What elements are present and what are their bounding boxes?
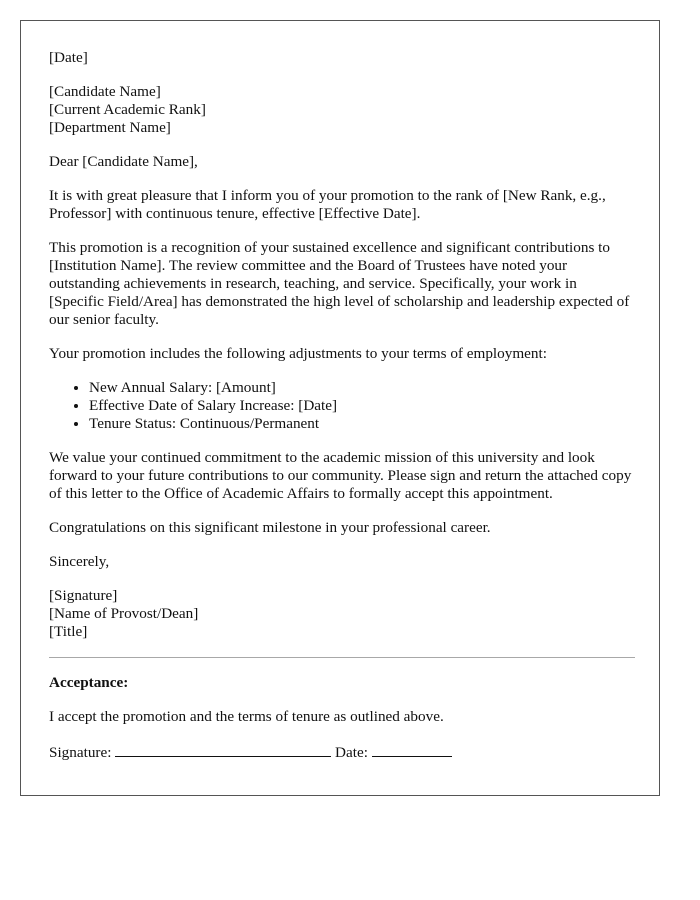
signature-blank: [115, 742, 331, 757]
list-item: • New Annual Salary: [Amount]: [89, 379, 635, 397]
list-item: • Tenure Status: Continuous/Permanent: [89, 415, 635, 433]
acceptance-divider: [49, 657, 635, 658]
recipient-department: [Department Name]: [49, 119, 171, 136]
signer-block: [49, 587, 635, 641]
letter-date: [Date]: [49, 49, 88, 66]
paragraph-congratulations: Congratulations on this significant milestone in your professional career.: [49, 519, 491, 536]
acceptance-heading: Acceptance:: [49, 674, 129, 691]
date-label: Date:: [335, 744, 368, 761]
signature-label: Signature:: [49, 744, 112, 761]
paragraph-adjustments-intro: Your promotion includes the following adjustments to your terms of employment:: [49, 345, 547, 362]
letter-content: [49, 49, 635, 778]
signer-signature: [Signature]: [49, 587, 118, 604]
list-item: • Effective Date of Salary Increase: [Date]: [89, 397, 635, 415]
date-blank: [372, 742, 452, 757]
closing: Sincerely,: [49, 553, 110, 570]
paragraph-promotion: It is with great pleasure that I inform you of your promotion to the rank of [New Rank, e.g., Professor] with continuous tenure, effective [Effective Date].: [49, 187, 606, 222]
paragraph-recognition: This promotion is a recognition of your sustained excellence and significant contributions to [Institution Name]. The review committee and the Board of Trustees have noted your outstanding achievements in research, teaching, and service. Specifically, your work in [Specific Field/Area] has demonstrated the high level of scholarship and leadership expected of our senior faculty.: [49, 239, 630, 328]
acceptance-statement: I accept the promotion and the terms of tenure as outlined above.: [49, 708, 444, 725]
recipient-rank: [Current Academic Rank]: [49, 101, 206, 118]
letter-page: [20, 20, 660, 796]
salutation: Dear [Candidate Name],: [49, 153, 198, 170]
recipient-block: [49, 83, 635, 137]
paragraph-commitment: We value your continued commitment to the academic mission of this university and look forward to your future contributions to our community. Please sign and return the attached copy of this letter to the Office of Academic Affairs to formally accept this appointment.: [49, 449, 632, 502]
acceptance-signature-line: [49, 742, 635, 762]
adjustments-list: [49, 379, 635, 433]
signer-title: [Title]: [49, 623, 88, 640]
signer-name: [Name of Provost/Dean]: [49, 605, 199, 622]
recipient-name: [Candidate Name]: [49, 83, 161, 100]
